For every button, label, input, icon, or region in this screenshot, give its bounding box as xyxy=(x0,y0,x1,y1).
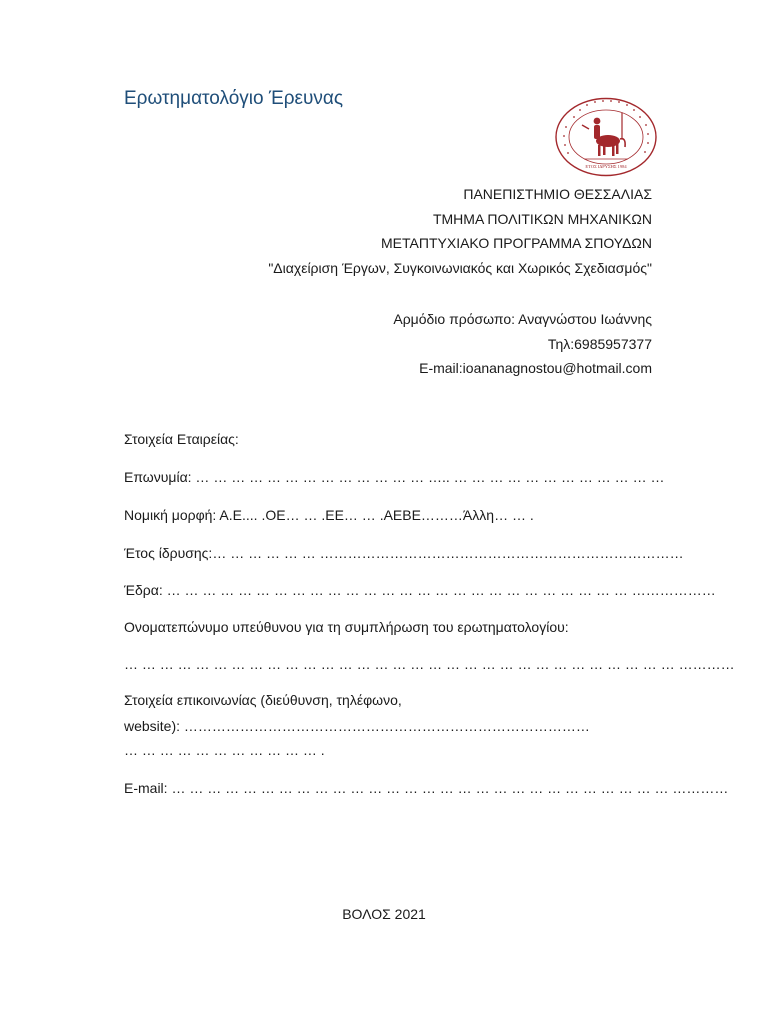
contact-phone: Τηλ:6985957377 xyxy=(547,335,652,352)
contact-info-label: Στοιχεία επικοινωνίας (διεύθυνση, τηλέφωνο, xyxy=(124,692,402,708)
university-centaur-seal-icon xyxy=(554,97,658,177)
program-name: ΜΕΤΑΠΤΥΧΙΑΚΟ ΠΡΟΓΡΑΜΜΑ ΣΠΟΥΔΩΝ xyxy=(381,235,652,251)
legal-form-field: Νομική μορφή: Α.Ε.... .ΟΕ… … .ΕΕ… … .ΑΕΒΕ………Άλλη… … . xyxy=(124,507,534,523)
seal-bottom-text: ΕΤΟΣ ΙΔΡΥΣΗΣ 1984 xyxy=(585,164,627,169)
contact-info-field: … … … … … … … … … … … . xyxy=(124,742,325,758)
contact-block xyxy=(393,307,652,381)
email-field: E-mail: … … … … … … … … … … … … … … … … … … … … … … … … … … … … ………… xyxy=(124,780,729,796)
university-seal-graphic xyxy=(554,97,658,177)
institution-header xyxy=(268,182,652,280)
document-footer: ΒΟΛΟΣ 2021 xyxy=(342,906,426,922)
founding-year-field: Έτος ίδρυσης:… … … … … … …………………………………………………………………… xyxy=(124,545,684,561)
department-name: ΤΜΗΜΑ ΠΟΛΙΤΙΚΩΝ ΜΗΧΑΝΙΚΩΝ xyxy=(432,210,652,227)
company-name-field: Επωνυμία: … … … … … … … … … … … … … ….. … … … … … … … … … … … … xyxy=(124,469,665,485)
website-field: website): …………………………………………………………………………… xyxy=(124,718,590,734)
university-name: ΠΑΝΕΠΙΣΤΗΜΙΟ ΘΕΣΣΑΛΙΑΣ xyxy=(463,186,652,202)
program-title: "Διαχείριση Έργων, Συγκοινωνιακός και Χωρικός Σχεδιασμός" xyxy=(268,259,652,276)
document-title: Ερωτηματολόγιο Έρευνας xyxy=(124,88,344,109)
responsible-person-label: Ονοματεπώνυμο υπεύθυνου για τη συμπλήρωση του ερωτηματολογίου: xyxy=(124,619,569,635)
company-heading: Στοιχεία Εταιρείας: xyxy=(124,431,239,447)
contact-email: E-mail:ioananagnostou@hotmail.com xyxy=(419,360,652,376)
seat-field: Έδρα: … … … … … … … … … … … … … … … … … … … … … … … … … … ……………… xyxy=(124,582,716,598)
responsible-person-field: … … … … … … … … … … … … … … … … … … … … … … … … … … … … … … … ………… xyxy=(124,656,735,672)
contact-person: Αρμόδιο πρόσωπο: Αναγνώστου Ιωάννης xyxy=(393,311,652,327)
